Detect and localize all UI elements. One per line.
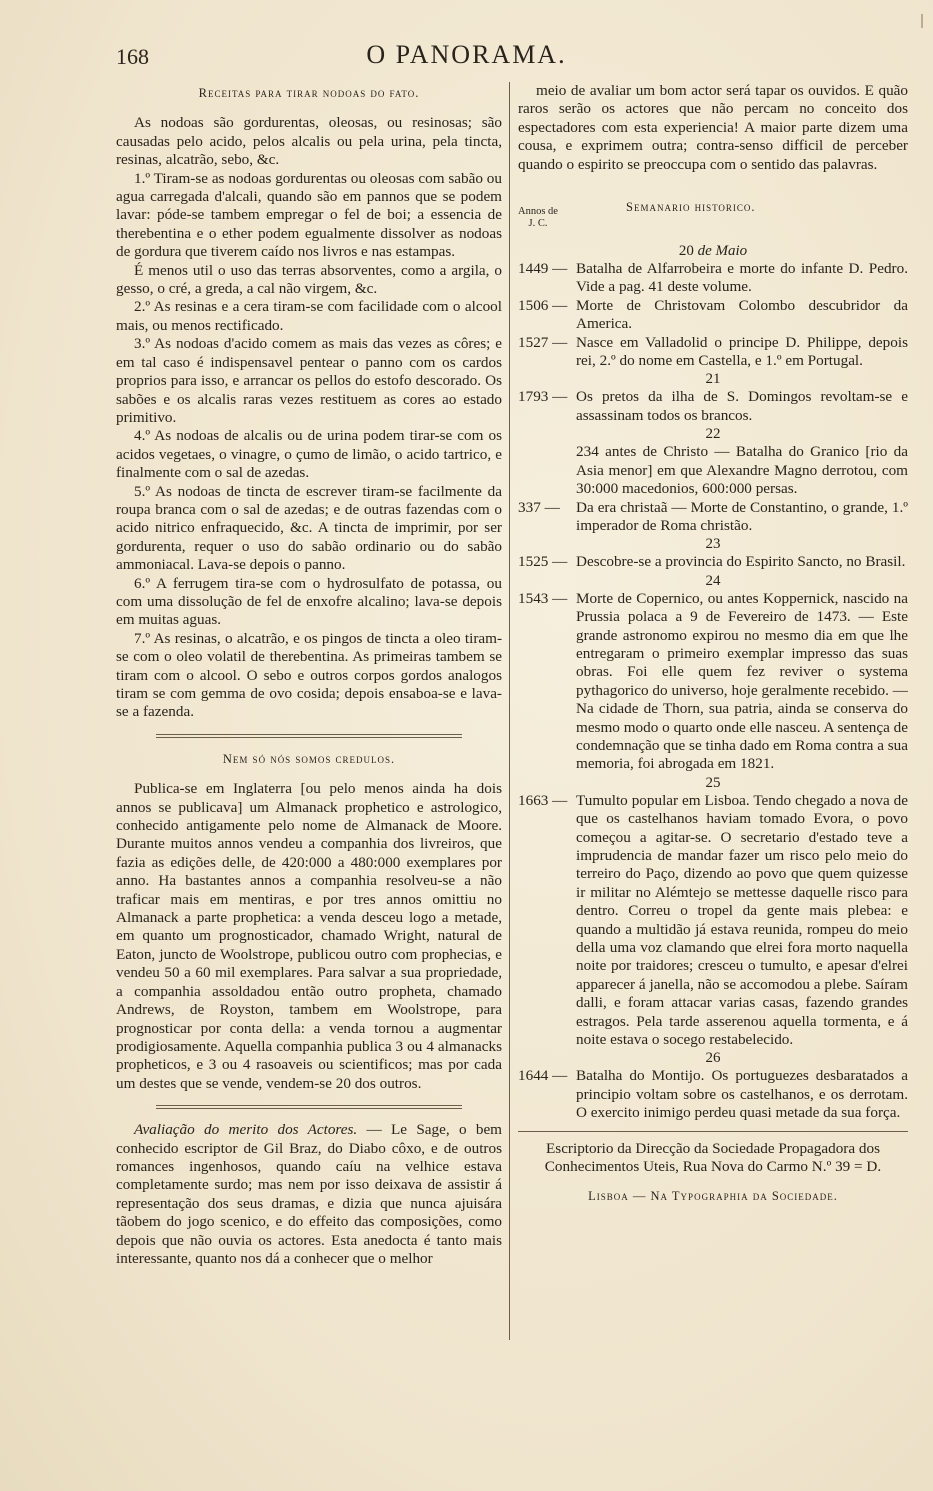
- avaliacao-article: [116, 1121, 502, 1268]
- entry-text: Nasce em Valladolid o principe D. Philippe, depois rei, 2.º do nome em Castella, e 1.º em Portugal.: [576, 333, 908, 370]
- publisher-footer: Escriptorio da Direcção da Sociedade Propagadora dos Conhecimentos Uteis, Rua Nova do Carmo N.º 39 = D.: [518, 1131, 908, 1177]
- entry-year: 1543 —: [518, 589, 568, 607]
- right-column: [518, 82, 908, 1205]
- semanario-header: [518, 198, 908, 242]
- day-heading: 20 de Maio: [678, 243, 748, 260]
- day-heading: 24: [705, 572, 721, 589]
- semanario-title: Semanario historico.: [626, 200, 756, 215]
- paper-edge-mark: [921, 14, 923, 28]
- receitas-paragraph: 1.º Tiram-se as nodoas gordurentas ou oleosas com sabão ou agua carregada d'alcali, quando são em pannos que se podem lavar: póde-se tambem empregar o fel de boi; a essencia de therebentina e o ether podem egualmente dissolver as nodoas de gordura que tiverem caído nos livros e nas estampas.: [116, 169, 502, 261]
- entry-text: Da era christaã — Morte de Constantino, o grande, 1.º imperador de Roma christão.: [576, 498, 908, 534]
- section-rule: [156, 1105, 462, 1109]
- avaliacao-text: — Le Sage, o bem conhecido escriptor de Gil Braz, do Diabo côxo, e de outros romances ingenhosos, quando caíu na velhice estava completamente surdo; mas nem por isso deixava de assistir á representação dos seus dramas, e dizia que nunca ajuisára tãobem do jogo scenico, e do effeito das composições, como depois que não ouvia os actores. Esta anedocta é tanto mais interessante, quanto nos dá a conhecer que o melhor: [116, 1121, 502, 1267]
- receitas-paragraph: É menos util o uso das terras absorventes, como a argila, o gesso, o cré, a greda, a cal não virgem, &c.: [116, 261, 502, 298]
- semanario-entries: [518, 242, 908, 1123]
- imprint: Lisboa — Na Typographia da Sociedade.: [588, 1188, 838, 1203]
- history-entry: [518, 590, 908, 774]
- receitas-paragraph: As nodoas são gordurentas, oleosas, ou resinosas; são causadas pelo acido, pelos alcalis ou pela urina, pela tincta, resinas, alcatrão, sebo, &c.: [116, 114, 502, 169]
- credulos-article: Publica-se em Inglaterra [ou pelo menos ainda ha dois annos se publicava] um Almanack prophetico e astrologico, conhecido antigamente pelo nome de Almanack de Moore. Durante muitos annos vendeu a companhia dos livreiros, que fazia as edições delle, de 420:000 a 480:000 exemplares por anno. Ha bastantes annos a companhia resolveu-se a não traficar mais em mentiras, e por tres annos omittiu no Almanack a parte prophetica: a venda desceu logo a metade, em quanto um prognosticador, chamado Wright, natural de Eaton, juncto de Woolstrope, publicou outro com prophecias, e vendeu 50 a 60 mil exemplares. Para salvar a sua propriedade, a companhia assoldadou então outro propheta, chamado Andrews, de Royston, tambem em Woolstrope, para prognosticar por conta della: a venda tornou a augmentar prodigiosamente. Aquella companhia publica 3 ou 4 almanacks propheticos, e 3 ou 4 rasoaveis ou scientificos; mas por cada um destes que se vende, vendem-se 20 dos outros.: [116, 780, 502, 1092]
- entry-year: 1644 —: [518, 1067, 568, 1085]
- entry-year: 1527 —: [518, 333, 568, 351]
- entry-year: 1793 —: [518, 388, 568, 406]
- avaliacao-continuation: meio de avaliar um bom actor será tapar os ouvidos. E quão raros serão os actores que não percam no conceito dos espectadores com esta experiencia! A maior parte dizem uma cousa, e exprimem outra; contra-senso difficil de perceber quando o espirito se preoccupa com o sentido das palavras.: [518, 82, 908, 173]
- history-entry: [518, 260, 908, 297]
- section-rule: [156, 734, 462, 738]
- column-divider: [509, 82, 510, 1340]
- history-entry: [518, 388, 908, 425]
- day-note: 234 antes de Christo — Batalha do Granico [rio da Asia menor] em que Alexandre Magno derrotou, com 30:000 macedonios, 600:000 persas.: [576, 443, 908, 498]
- receitas-paragraph: 5.º As nodoas de tincta de escrever tiram-se facilmente da roupa branca com o sal de azedas; e de outras fazendas com o acido nitrico enfraquecido, &c. A tincta de imprimir, por ser gordurenta, requer o uso do sabão ordinario ou do sabão ammoniacal. Lava-se depois o panno.: [116, 482, 502, 574]
- history-entry: [518, 553, 908, 571]
- credulos-title: Nem só nós somos credulos.: [222, 751, 396, 766]
- entry-text: Descobre-se a provincia do Espirito Sancto, no Brasil.: [576, 553, 906, 571]
- entry-text: Morte de Christovam Colombo descubridor da America.: [576, 296, 908, 333]
- entry-text: Morte de Copernico, ou antes Koppernick, nascido na Prussia polaca a 9 de Fevereiro de 1473. — Este grande astronomo expirou no mesmo dia em que lhe entregaram o primeiro exemplar impresso das suas obras. Foi elle quem fez reviver o systema pythagorico do universo, hoje geralmente recebido. — Na cidade de Thorn, sua patria, ainda se conserva do mesmo modo o quarto onde elle nasceu. A sentença de condemnação que se tinha dado em Roma contra a sua memoria, foi abrogada em 1821.: [576, 589, 908, 773]
- receitas-paragraph: 7.º As resinas, o alcatrão, e os pingos de tincta a oleo tiram-se com o oleo volatil de therebentina. As primeiras tambem se tiram com o alcool. O sebo e outros corpos gordos analogos tiram se com gemma de ovo cosida; depois ensaboa-se e lava-se a fazenda.: [116, 629, 502, 721]
- entry-year: 337 —: [518, 498, 560, 516]
- history-entry: [518, 334, 908, 371]
- entry-year: 1525 —: [518, 553, 568, 571]
- history-entry: [518, 499, 908, 536]
- day-heading: 22: [705, 426, 721, 443]
- running-title: O PANORAMA.: [366, 40, 567, 69]
- receitas-paragraph: 6.º A ferrugem tira-se com o hydrosulfato de potassa, ou com uma dissolução de fel de enxofre alcalino; lava-se depois em muitas aguas.: [116, 574, 502, 629]
- left-column: [116, 82, 502, 1268]
- receitas-paragraph: 3.º As nodoas d'acido comem as mais das vezes as côres; e em tal caso é indispensavel pentear o panno com os cardos proprios para isso, e arrancar os pellos do estofo descorado. Os sabões e os alcalis raras vezes restituem as cores ao estado primitivo.: [116, 335, 502, 426]
- entry-year: 1449 —: [518, 260, 568, 278]
- history-entry: [518, 1067, 908, 1122]
- annos-label: Annos de J. C.: [518, 206, 558, 230]
- receitas-article: [116, 114, 502, 721]
- day-heading: 25: [705, 774, 721, 791]
- page-number: 168: [116, 44, 149, 69]
- avaliacao-title: Avaliação do merito dos Actores.: [134, 1121, 358, 1139]
- day-heading: 26: [705, 1050, 721, 1067]
- history-entry: [518, 297, 908, 334]
- entry-text: Batalha do Montijo. Os portuguezes desbaratados a principio voltam sobre os castelhanos, e os derrotam. O exercito inimigo perdeu quasi metade da sua força.: [576, 1067, 908, 1122]
- entry-year: 1663 —: [518, 791, 568, 809]
- entry-year: 1506 —: [518, 296, 568, 314]
- receitas-title: Receitas para tirar nodoas do fato.: [198, 86, 420, 100]
- receitas-paragraph: 2.º As resinas e a cera tiram-se com facilidade com o alcool mais, ou menos rectificado.: [116, 298, 502, 334]
- day-heading: 23: [705, 536, 721, 553]
- entry-text: Batalha de Alfarrobeira e morte do infante D. Pedro. Vide a pag. 41 deste volume.: [576, 260, 908, 296]
- day-heading: 21: [705, 371, 721, 388]
- entry-text: Tumulto popular em Lisboa. Tendo chegado a nova de que os castelhanos haviam tomado Evora, o povo começou a agitar-se. O secretario d'estado teve a imprudencia de mandar fazer um risco pelo meio do terreiro do Paço, dizendo ao povo que quem quizesse ir militar no Alémtejo se mettesse daquelle risco para dentro. Correu o tropel da gente mais plebea: e quando a multidão já estava reunida, rompeu do meio della uma voz clamando que elrei fora morto naquella noite por traidores; cresceu o tumulto, e apesar d'elrei apparecer á janella, não se accomodou a plebe. Saíram dalli, e foram attacar varias casas, fazendo grandes estragos. Pela tarde asserenou aquella tormenta, e á noite estava o socego restabelecido.: [576, 791, 908, 1049]
- receitas-paragraph: 4.º As nodoas de alcalis ou de urina podem tirar-se com os acidos vegetaes, o vinagre, o çumo de limão, o acido tartrico, e finalmente com o sal de azedas.: [116, 427, 502, 482]
- entry-text: Os pretos da ilha de S. Domingos revoltam-se e assassinam todos os brancos.: [576, 388, 908, 424]
- history-entry: [518, 792, 908, 1050]
